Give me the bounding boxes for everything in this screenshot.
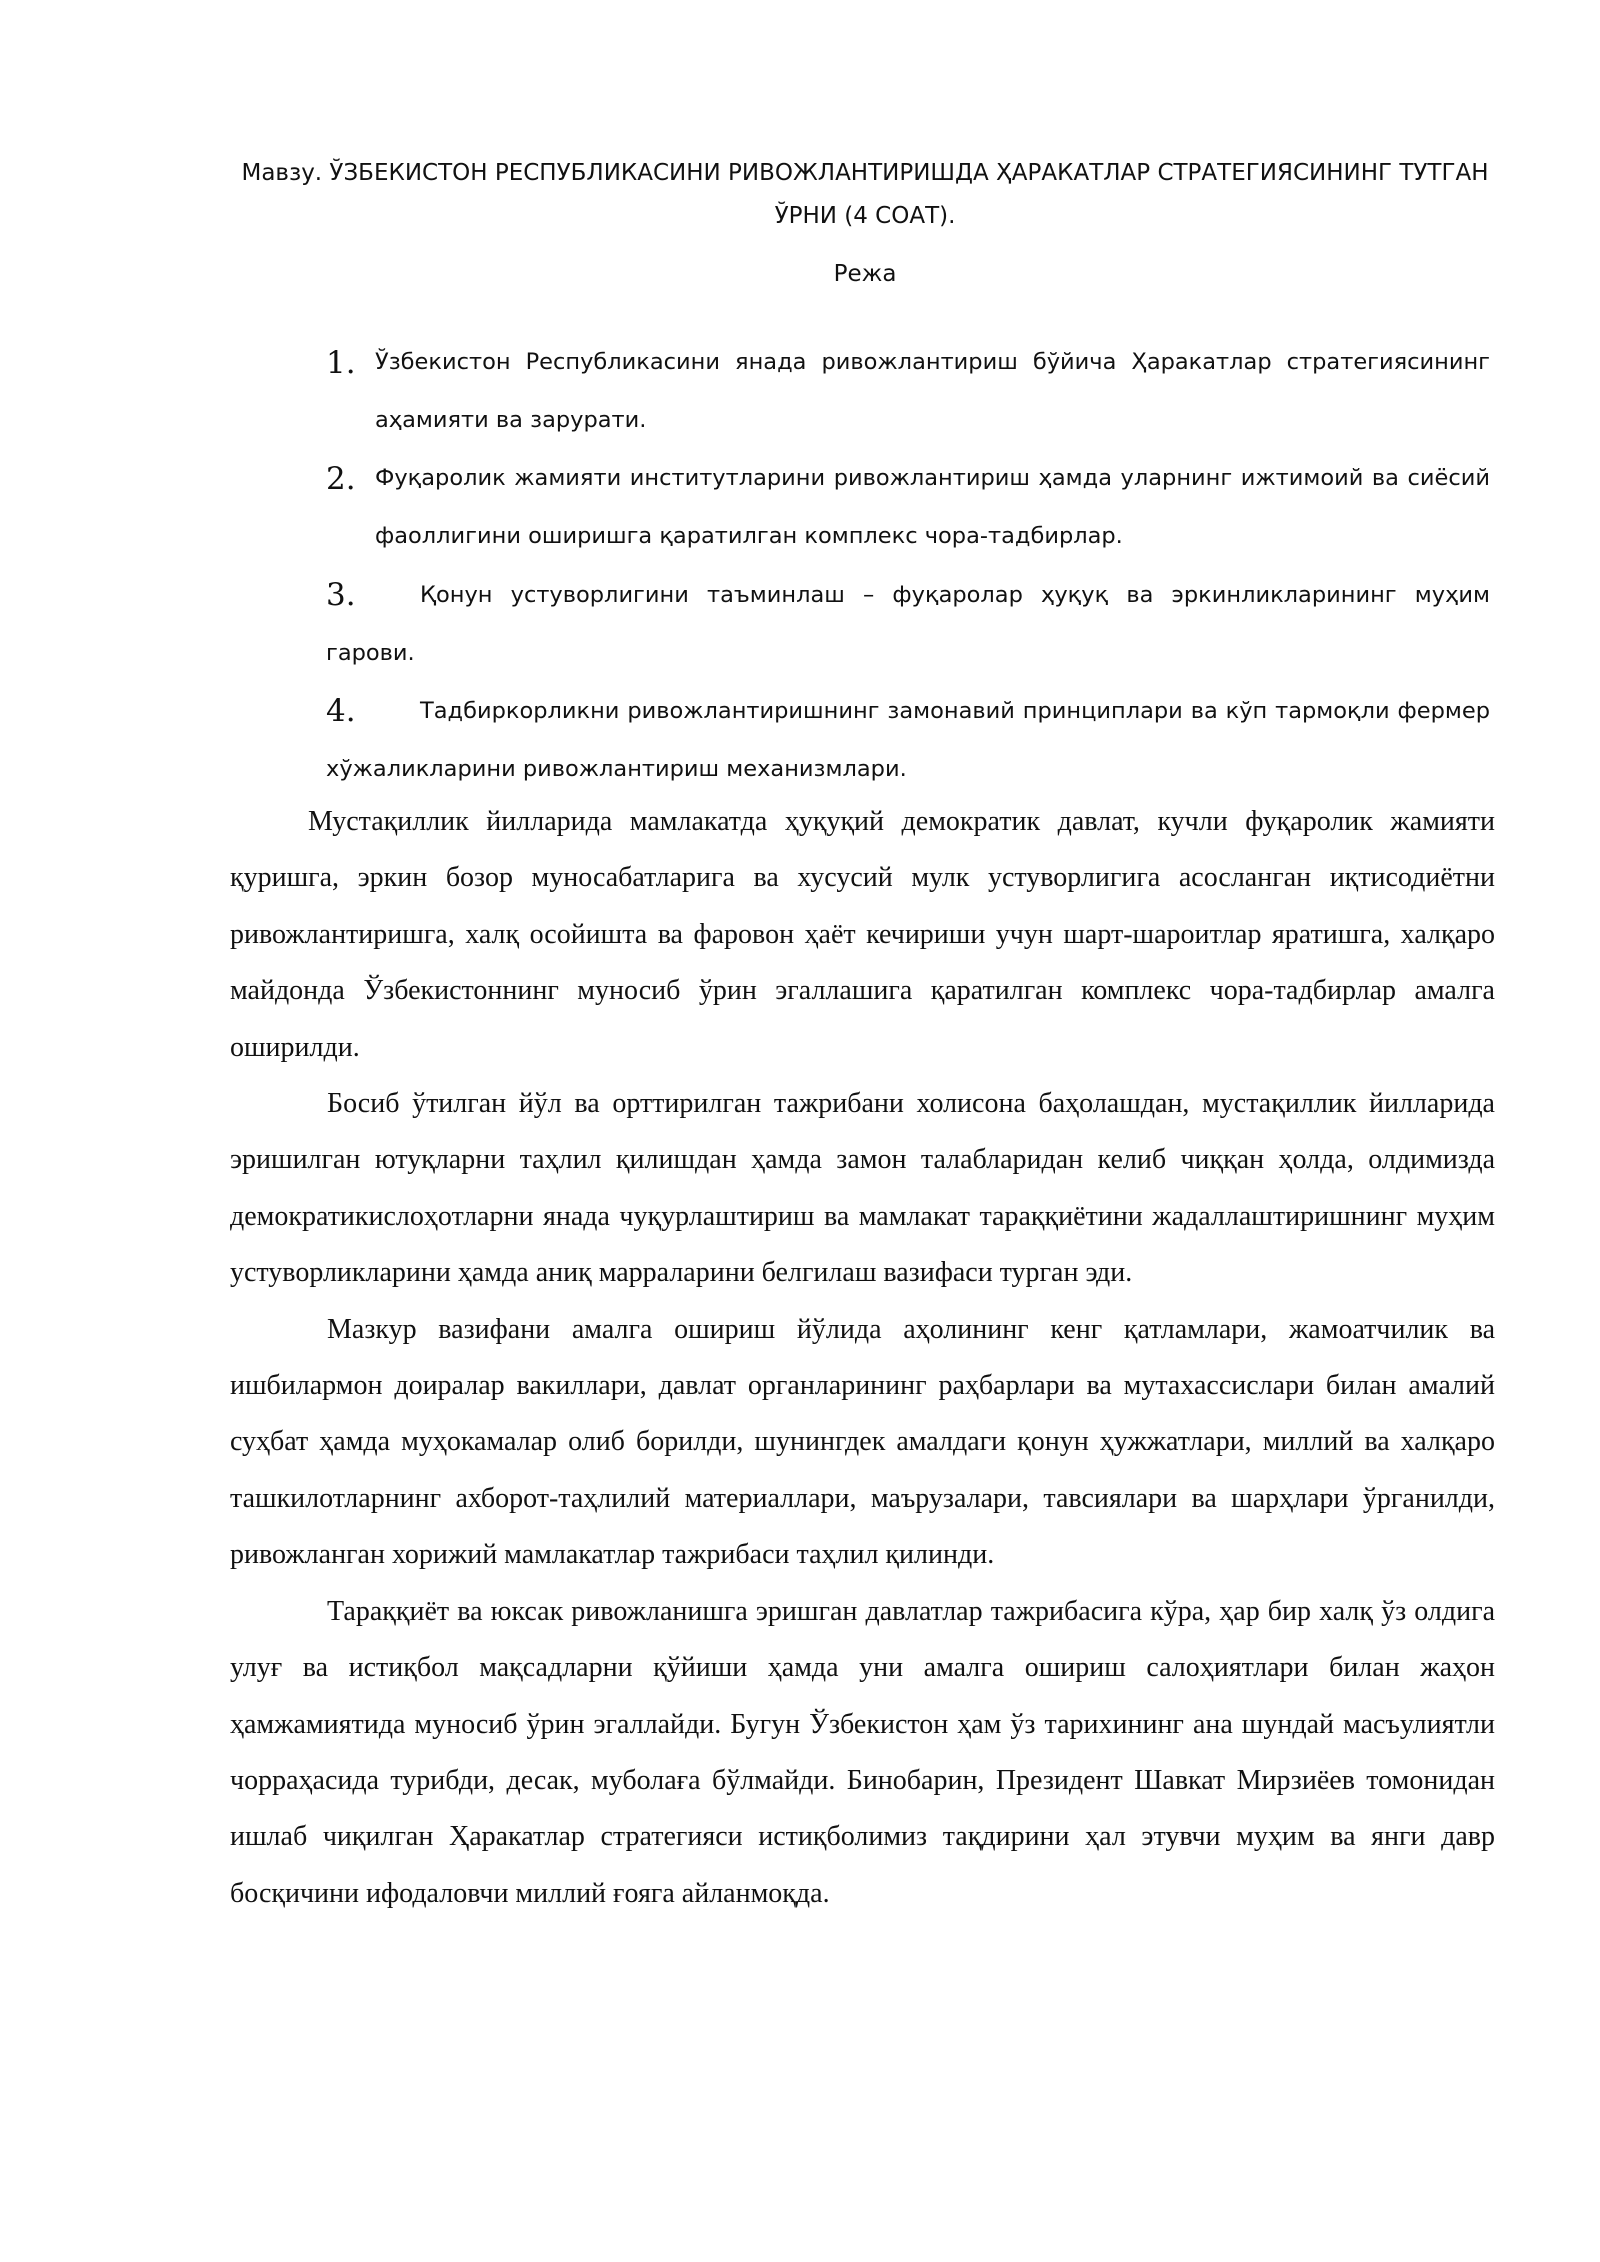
document-title: Мавзу. ЎЗБЕКИСТОН РЕСПУБЛИКАСИНИ РИВОЖЛАНТИРИШДА ҲАРАКАТЛАР СТРАТЕГИЯСИНИНГ ТУТГАН ЎРНИ (4 СОАТ). (241, 160, 1489, 229)
body-paragraph: Мазкур вазифани амалга ошириш йўлида аҳолининг кенг қатламлари, жамоатчилик ва ишбилармон доиралар вакиллари, давлат органларининг раҳбарлари ва мутахассислари билан амалий суҳбат ҳамда муҳокамалар олиб борилди, шунингдек амалдаги қонун ҳужжатлари, миллий ва халқаро ташкилотларнинг ахборот-таҳлилий материаллари, маърузалари, тавсиялари ва шарҳлари ўрганилди, ривожланган хорижий мамлакатлар тажрибаси таҳлил қилинди. (230, 1313, 1495, 1571)
body-paragraph: Мустақиллик йилларида мамлакатда ҳуқуқий демократик давлат, кучли фуқаролик жамияти қуришга, эркин бозор муносабатларига ва хусусий мулк устуворлигига асосланган иқтисодиётни ривожлантиришга, халқ осойишта ва фаровон ҳаёт кечириши учун шарт-шароитлар яратишга, халқаро майдонда Ўзбекистоннинг муносиб ўрин эгаллашига қаратилган комплекс чора-тадбирлар амалга оширилди. (230, 806, 1495, 1063)
plan-heading: Режа (833, 261, 897, 287)
plan-item (326, 566, 1490, 682)
plan-item-number: 2. (326, 461, 356, 497)
plan-item-number: 1. (326, 345, 356, 381)
plan-item-number: 4. (326, 693, 356, 729)
document-body (230, 794, 1495, 1922)
body-paragraph: Босиб ўтилган йўл ва орттирилган тажрибани холисона баҳолашдан, мустақиллик йилларида эришилган ютуқларни таҳлил қилишдан ҳамда замон талабларидан келиб чиққан ҳолда, олдимизда демократикислоҳотларни янада чуқурлаштириш ва мамлакат тараққиётини жадаллаштиришнинг муҳим устуворликларини ҳамда аниқ марраларини белгилаш вазифаси турган эди. (230, 1088, 1495, 1289)
plan-item-text: Фуқаролик жамияти институтларини ривожлантириш ҳамда уларнинг ижтимоий ва сиёсий фаоллигини оширишга қаратилган комплекс чора-тадбирлар. (375, 465, 1490, 549)
plan-item-text: Тадбиркорликни ривожлантиришнинг замонавий принциплари ва кўп тармоқли фермер хўжаликларини ривожлантириш механизмлари. (326, 698, 1490, 782)
plan-item-number: 3. (326, 577, 356, 613)
plan-item-text: Ўзбекистон Республикасини янада ривожлантириш бўйича Ҳаракатлар стратегиясининг аҳамияти ва зарурати. (375, 349, 1490, 433)
plan-item (326, 682, 1490, 798)
body-paragraph: Тараққиёт ва юксак ривожланишга эришган давлатлар тажрибасига кўра, ҳар бир халқ ўз олдига улуғ ва истиқбол мақсадларни қўйиши ҳамда уни амалга ошириш салоҳиятлари билан жаҳон ҳамжамиятида муносиб ўрин эгаллайди. Бугун Ўзбекистон ҳам ўз тарихининг ана шундай масъулиятли чорраҳасида турибди, десак, муболаға бўлмайди. Бинобарин, Президент Шавкат Мирзиёев томонидан ишлаб чиқилган Ҳаракатлар стратегияси истиқболимиз тақдирини ҳал этувчи муҳим ва янги давр босқичини ифодаловчи миллий ғояга айланмоқда. (230, 1595, 1495, 1909)
plan-item-text: Қонун устуворлигини таъминлаш – фуқаролар ҳуқуқ ва эркинликларининг муҳим гарови. (326, 582, 1490, 666)
